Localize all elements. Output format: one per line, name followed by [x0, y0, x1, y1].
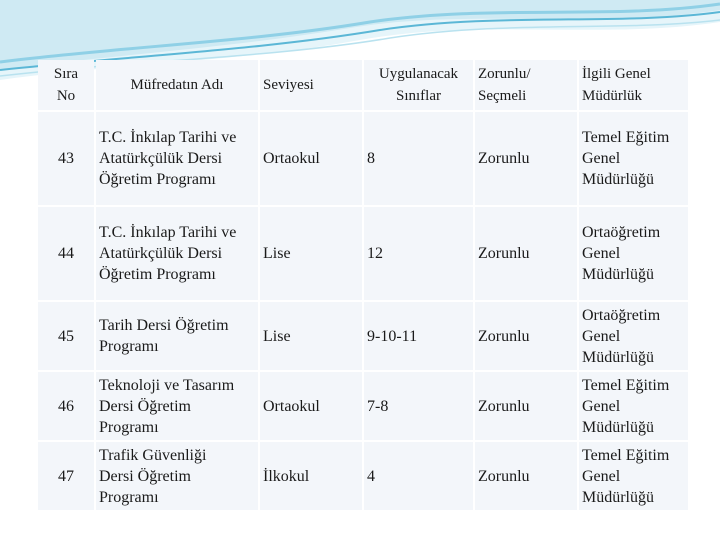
row-no: 44	[38, 207, 94, 300]
row-classes: 12	[364, 207, 473, 300]
row-department: Ortaöğretim Genel Müdürlüğü	[579, 302, 688, 370]
row-classes: 9-10-11	[364, 302, 473, 370]
row-name: Tarih Dersi Öğretim Programı	[96, 302, 258, 370]
header-no: Sıra No	[38, 60, 94, 110]
table-row	[38, 302, 688, 370]
header-level: Seviyesi	[260, 60, 362, 110]
header-department: İlgili Genel Müdürlük	[579, 60, 688, 110]
row-classes: 8	[364, 112, 473, 205]
row-level: Lise	[260, 302, 362, 370]
row-requirement: Zorunlu	[475, 112, 577, 205]
table-row	[38, 112, 688, 205]
row-department: Temel Eğitim Genel Müdürlüğü	[579, 372, 688, 440]
row-level: Ortaokul	[260, 112, 362, 205]
row-name: T.C. İnkılap Tarihi ve Atatürkçülük Dersi Öğretim Programı	[96, 112, 258, 205]
row-name: Trafik Güvenliği Dersi Öğretim Programı	[96, 442, 258, 510]
curriculum-table	[36, 58, 690, 512]
header-classes: Uygulanacak Sınıflar	[364, 60, 473, 110]
row-level: İlkokul	[260, 442, 362, 510]
header-name: Müfredatın Adı	[96, 60, 258, 110]
row-requirement: Zorunlu	[475, 442, 577, 510]
row-classes: 7-8	[364, 372, 473, 440]
row-no: 45	[38, 302, 94, 370]
row-no: 46	[38, 372, 94, 440]
row-department: Temel Eğitim Genel Müdürlüğü	[579, 442, 688, 510]
row-level: Ortaokul	[260, 372, 362, 440]
row-requirement: Zorunlu	[475, 302, 577, 370]
row-classes: 4	[364, 442, 473, 510]
row-requirement: Zorunlu	[475, 207, 577, 300]
table-header-row	[38, 60, 688, 110]
row-department: Temel Eğitim Genel Müdürlüğü	[579, 112, 688, 205]
row-department: Ortaöğretim Genel Müdürlüğü	[579, 207, 688, 300]
table-row	[38, 207, 688, 300]
row-name: T.C. İnkılap Tarihi ve Atatürkçülük Dersi Öğretim Programı	[96, 207, 258, 300]
row-name: Teknoloji ve Tasarım Dersi Öğretim Programı	[96, 372, 258, 440]
row-requirement: Zorunlu	[475, 372, 577, 440]
row-no: 43	[38, 112, 94, 205]
table-row	[38, 372, 688, 440]
row-no: 47	[38, 442, 94, 510]
row-level: Lise	[260, 207, 362, 300]
table-row	[38, 442, 688, 510]
header-requirement: Zorunlu/ Seçmeli	[475, 60, 577, 110]
